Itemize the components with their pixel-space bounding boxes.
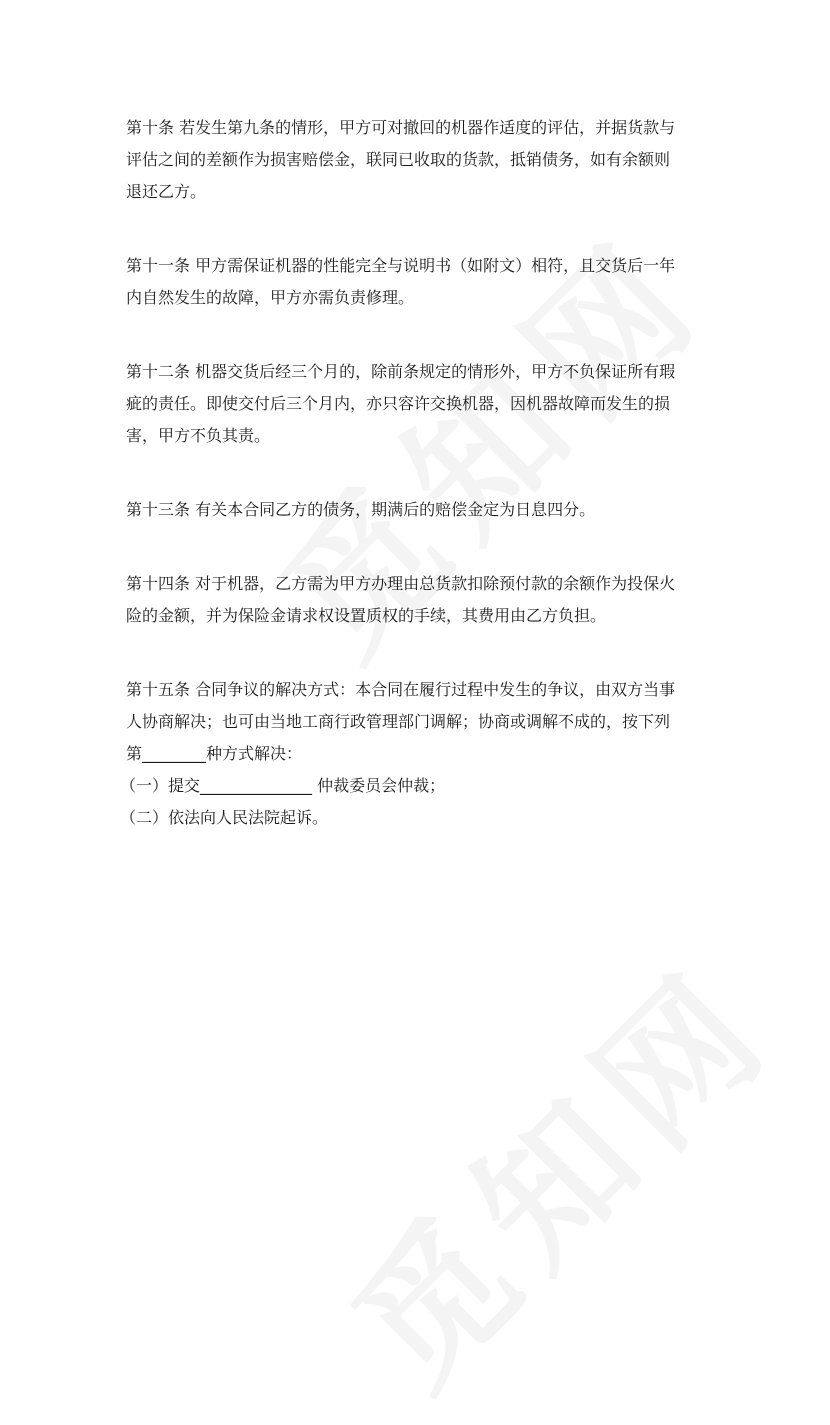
text-line: 第十条 若发生第九条的情形，甲方可对撤回的机器作适度的评估，并据货款与 [126,118,676,137]
text-line: 第________种方式解决： [126,744,303,763]
text-line: 险的金额，并为保险金请求权设置质权的手续，其费用由乙方负担。 [126,606,607,625]
text-line: 内自然发生的故障，甲方亦需负责修理。 [126,288,415,307]
document-body [120,112,726,834]
article-15 [120,674,726,834]
text-line: 第十二条 机器交货后经三个月的，除前条规定的情形外，甲方不负保证所有瑕 [126,362,676,381]
watermark [298,911,811,1424]
text-line: 人协商解决；也可由当地工商行政管理部门调解；协商或调解不成的，按下列 [126,712,671,731]
text-line: 第十一条 甲方需保证机器的性能完全与说明书（如附文）相符，且交货后一年 [126,256,676,275]
article-14 [126,568,726,632]
article-10 [126,112,726,208]
text-line: 第十五条 合同争议的解决方式：本合同在履行过程中发生的争议，由双方当事 [126,680,676,699]
option-court: （二）依法向人民法院起诉。 [120,808,329,827]
option-arbitration: （一）提交______________ 仲裁委员会仲裁； [120,776,446,795]
article-11 [126,250,726,314]
text-line: 评估之间的差额作为损害赔偿金，联同已收取的货款，抵销债务，如有余额则 [126,150,671,169]
article-13 [126,494,726,526]
text-line: 退还乙方。 [126,182,207,201]
text-line: 第十三条 有关本合同乙方的债务，期满后的赔偿金定为日息四分。 [126,500,596,519]
text-line: 害，甲方不负其责。 [126,426,271,445]
article-12 [126,356,726,452]
text-line: 疵的责任。即使交付后三个月内，亦只容许交换机器，因机器故障而发生的损 [126,394,671,413]
text-line: 第十四条 对于机器，乙方需为甲方办理由总货款扣除预付款的余额作为投保火 [126,574,676,593]
